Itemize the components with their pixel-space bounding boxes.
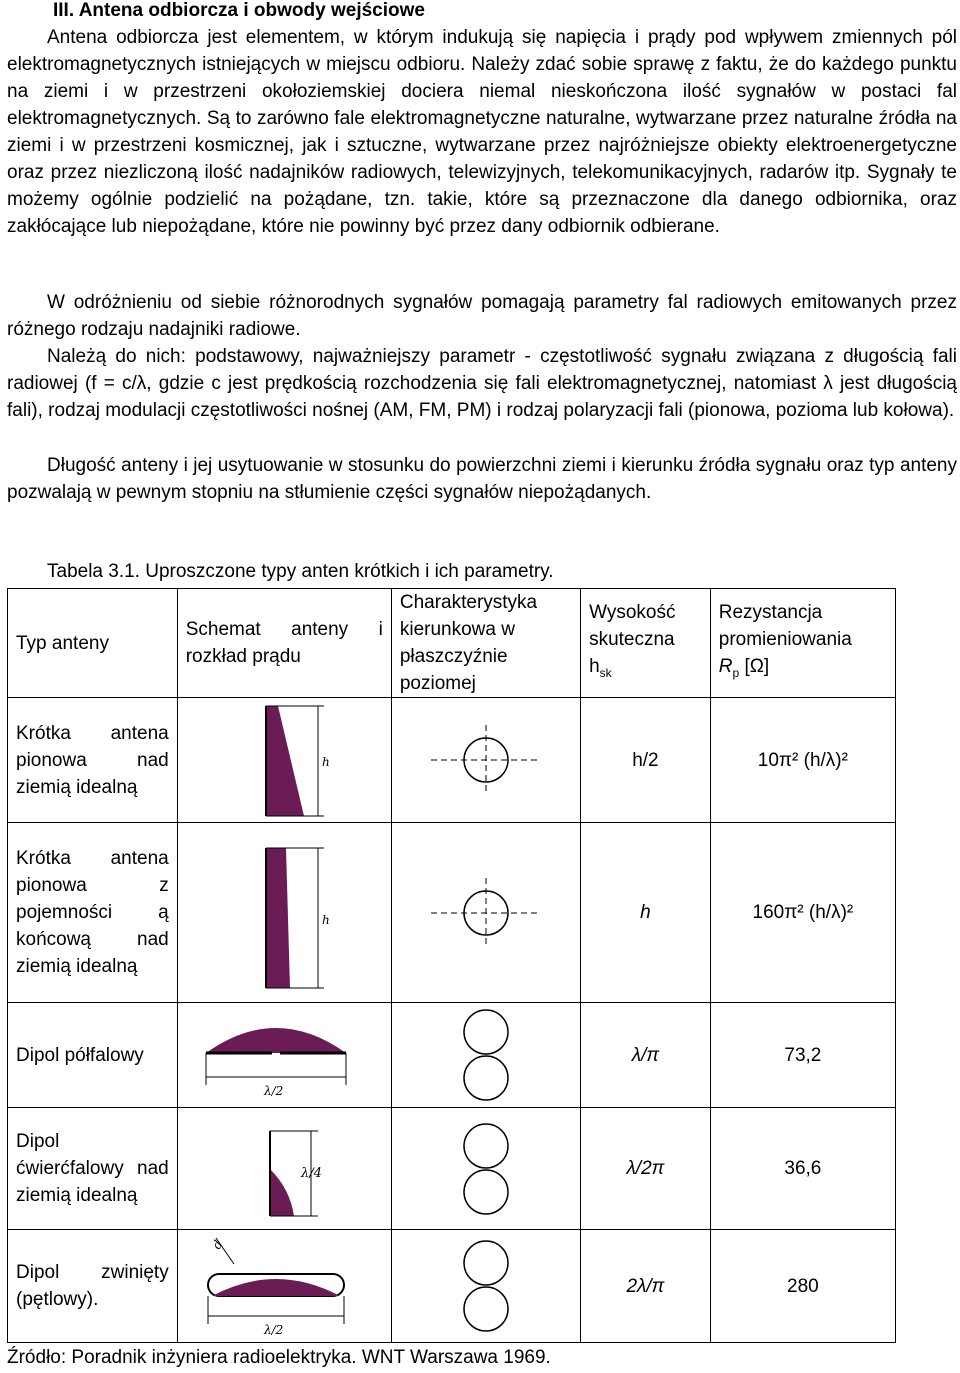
antenna-schema <box>177 1230 391 1343</box>
header-schema: Schemat anteny i rozkład prądu <box>177 589 391 698</box>
paragraph-2: W odróżnieniu od siebie różnorodnych sygnałów pomagają parametry fal radiowych emitowanych przez różnego rodzaju nadajniki radiowe. <box>7 292 957 340</box>
table-row <box>8 1230 896 1343</box>
radiation-resistance: 36,6 <box>710 1108 895 1230</box>
antenna-type: Dipol ćwierćfalowy nad ziemią idealną <box>8 1108 178 1230</box>
radiation-resistance: 160π² (h/λ)² <box>710 823 895 1003</box>
header-height: Wysokość skuteczna $h_{sk}$ <box>581 589 711 698</box>
figure-eight-pattern-icon <box>451 1236 521 1336</box>
figure-eight-pattern-icon <box>451 1119 521 1219</box>
antenna-type: Dipol zwinięty (pętlowy). <box>8 1230 178 1343</box>
radiation-resistance: 280 <box>710 1230 895 1343</box>
header-pattern: Charakterystyka kierunkowa w płaszczyźnie poziomej <box>391 589 580 698</box>
pattern-cell <box>391 698 580 823</box>
antenna-type: Krótka antena pionowa nad ziemią idealną <box>8 698 178 823</box>
radiation-resistance: 10π² (h/λ)² <box>710 698 895 823</box>
pattern-cell <box>391 1003 580 1108</box>
vertical-antenna-diagram <box>186 700 366 820</box>
capacitive-antenna-diagram <box>186 828 366 998</box>
current-distribution-shape <box>212 1279 340 1296</box>
header-resistance: Rezystancja promieniowania $R_p$ [Ω] <box>710 589 895 698</box>
current-distribution-shape <box>266 848 290 988</box>
radiation-pattern-icon <box>431 873 541 953</box>
antenna-schema <box>177 1108 391 1230</box>
antenna-type: Dipol półfalowy <box>8 1003 178 1108</box>
antenna-schema <box>177 1003 391 1108</box>
radiation-pattern-icon <box>431 720 541 800</box>
effective-height: h/2 <box>581 698 711 823</box>
source-note: Źródło: Poradnik inżyniera radioelektryka. WNT Warszawa 1969. <box>7 1347 551 1368</box>
effective-height: 2λ/π <box>581 1230 711 1343</box>
dimension-label-d: d <box>209 1237 226 1251</box>
antenna-schema <box>177 698 391 823</box>
effective-height: λ/2π <box>581 1108 711 1230</box>
table-row <box>8 1003 896 1108</box>
pattern-cell <box>391 823 580 1003</box>
dimension-label: λ/4 <box>300 1166 322 1181</box>
pattern-cell <box>391 1230 580 1343</box>
dimension-label: λ/2 <box>263 1084 284 1098</box>
half-wave-dipole-diagram <box>186 1005 366 1105</box>
header-type: Typ anteny <box>8 589 178 698</box>
pattern-cell <box>391 1108 580 1230</box>
current-distribution-shape <box>206 1028 346 1053</box>
dimension-label: λ/2 <box>263 1322 284 1337</box>
quarter-wave-dipole-diagram <box>186 1111 366 1226</box>
section-heading: III. Antena odbiorcza i obwody wejściowe <box>53 0 425 21</box>
table-row <box>8 823 896 1003</box>
dimension-label: h <box>321 912 330 927</box>
antenna-table <box>7 588 896 1343</box>
figure-eight-pattern-icon <box>451 1005 521 1105</box>
current-distribution-shape <box>266 706 304 816</box>
current-distribution-shape <box>270 1169 294 1216</box>
table-header-row <box>8 589 896 698</box>
effective-height: λ/π <box>581 1003 711 1108</box>
table-caption: Tabela 3.1. Uproszczone typy anten krótkich i ich parametry. <box>47 561 554 582</box>
antenna-type: Krótka antena pionowa z pojemności ą końcową nad ziemią idealną <box>8 823 178 1003</box>
folded-dipole-diagram <box>186 1234 366 1339</box>
effective-height: h <box>581 823 711 1003</box>
radiation-resistance: 73,2 <box>710 1003 895 1108</box>
table-row <box>8 698 896 823</box>
paragraph-4: Długość anteny i jej usytuowanie w stosunku do powierzchni ziemi i kierunku źródła sygnału oraz typ anteny pozwalają w pewnym stopniu na stłumienie części sygnałów niepożądanych. <box>7 455 957 503</box>
paragraph-3: Należą do nich: podstawowy, najważniejszy parametr - częstotliwość sygnału związana z długością fali radiowej (f = c/λ, gdzie c jest prędkością rozchodzenia się fali elektromagnetycznej, natomiast λ jest długością fali), rodzaj modulacji częstotliwości nośnej (AM, FM, PM) i rodzaj polaryzacji fali (pionowa, pozioma lub kołowa). <box>7 346 957 421</box>
dimension-label: h <box>321 755 330 769</box>
table-row <box>8 1108 896 1230</box>
paragraph-1: Antena odbiorcza jest elementem, w którym indukują się napięcia i prądy pod wpływem zmiennych pól elektromagnetycznych istniejących w miejscu odbioru. Należy zdać sobie sprawę z faktu, że do każdego punktu na ziemi i w przestrzeni okołoziemskiej dociera niemal nieskończona ilość sygnałów w postaci fal elektromagnetycznych. Są to zarówno fale elektromagnetyczne naturalne, wytwarzane przez naturalne źródła na ziemi i w przestrzeni kosmicznej, jak i sztuczne, wytwarzane przez najróżniejsze obiekty elektroenergetyczne oraz przez niezliczoną ilość nadajników radiowych, telewizyjnych, telekomunikacyjnych, radarów itp. Sygnały te możemy ogólnie podzielić na pożądane, tzn. takie, które są przeznaczone dla danego odbiornika, oraz zakłócające lub niepożądane, które nie powinny być przez dany odbiornik odbierane. <box>7 27 957 237</box>
antenna-schema <box>177 823 391 1003</box>
